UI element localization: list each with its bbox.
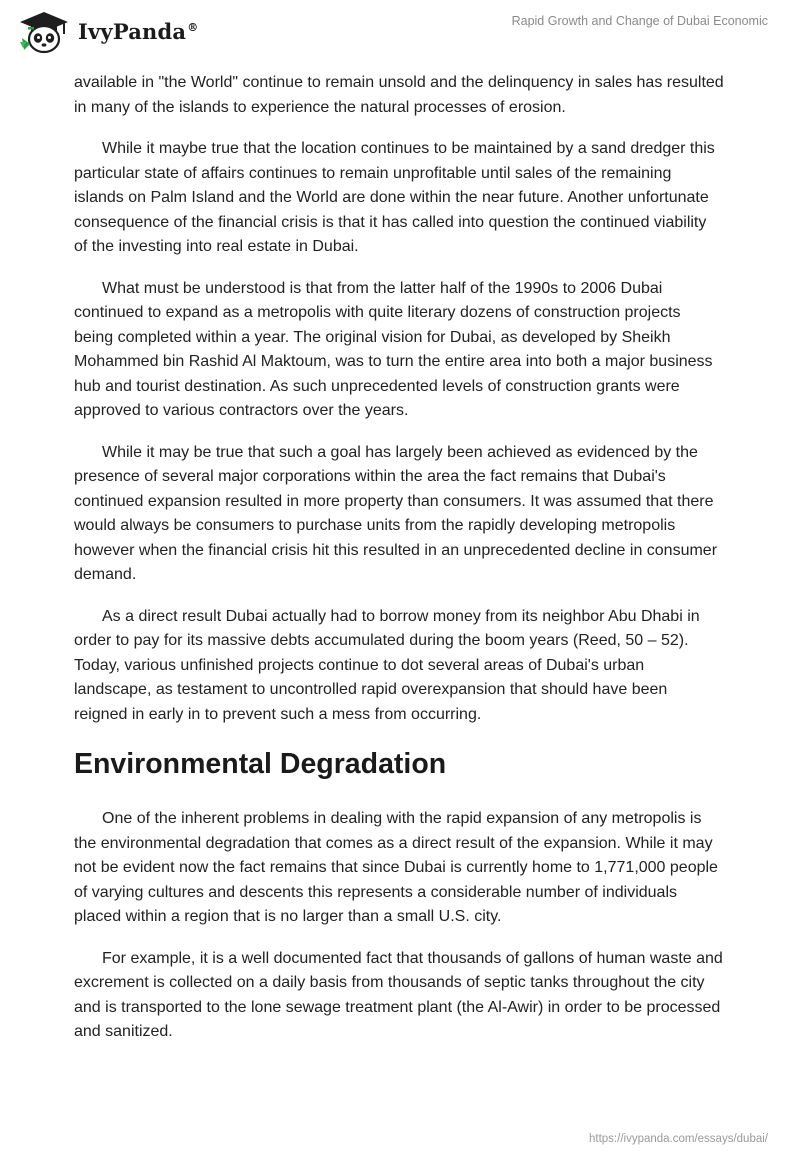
paragraph: available in "the World" continue to remain unsold and the delinquency in sales has resulted in many of the islands to experience the natural processes of erosion. xyxy=(74,74,724,116)
panda-graduate-icon xyxy=(14,8,72,54)
paragraph: While it maybe true that the location continues to be maintained by a sand dredger this particular state of affairs continues to remain unprofitable until sales of the remaining islands on Palm Island and the World are done within the near future. Another unfortunate consequence of the financial crisis is that it has called into question the continued viability of the investing into real estate in Dubai. xyxy=(74,140,715,255)
source-url[interactable]: https://ivypanda.com/essays/dubai/ xyxy=(589,1133,768,1145)
brand-logo[interactable] xyxy=(14,8,198,54)
paragraph: One of the inherent problems in dealing with the rapid expansion of any metropolis is the environmental degradation that comes as a direct result of the expansion. While it may not be evident now the fact remains that since Dubai is currently home to 1,771,000 people of varying cultures and descents this represents a considerable number of individuals placed within a region that is no larger than a small U.S. city. xyxy=(74,810,718,925)
section-heading: Environmental Degradation xyxy=(74,748,447,780)
document-title: Rapid Growth and Change of Dubai Economic xyxy=(511,14,768,28)
brand-name: IvyPanda® xyxy=(78,18,199,44)
page-header xyxy=(0,0,800,70)
paragraph: For example, it is a well documented fact that thousands of gallons of human waste and excrement is collected on a daily basis from thousands of septic tanks throughout the city and is transported to the lone sewage treatment plant (the Al-Awir) in order to be processed and sanitized. xyxy=(74,949,723,1040)
essay-body xyxy=(74,71,724,1062)
paragraph: What must be understood is that from the latter half of the 1990s to 2006 Dubai continued to expand as a metropolis with quite literary dozens of construction projects being completed within a year. The original vision for Dubai, as developed by Sheikh Mohammed bin Rashid Al Maktoum, was to turn the entire area into both a major business hub and tourist destination. As such unprecedented levels of construction grants were approved to various contractors over the years. xyxy=(74,279,713,419)
paragraph: While it may be true that such a goal has largely been achieved as evidenced by the presence of several major corporations within the area the fact remains that Dubai's continued expansion resulted in more property than consumers. It was assumed that there would always be consumers to purchase units from the rapidly developing metropolis however when the financial crisis hit this resulted in an unprecedented decline in consumer demand. xyxy=(74,443,718,583)
paragraph: As a direct result Dubai actually had to borrow money from its neighbor Abu Dhabi in order to pay for its massive debts accumulated during the boom years (Reed, 50 – 52). Today, various unfinished projects continue to dot several areas of Dubai's urban landscape, as testament to uncontrolled rapid overexpansion that should have been reigned in early in to prevent such a mess from occurring. xyxy=(74,607,700,723)
